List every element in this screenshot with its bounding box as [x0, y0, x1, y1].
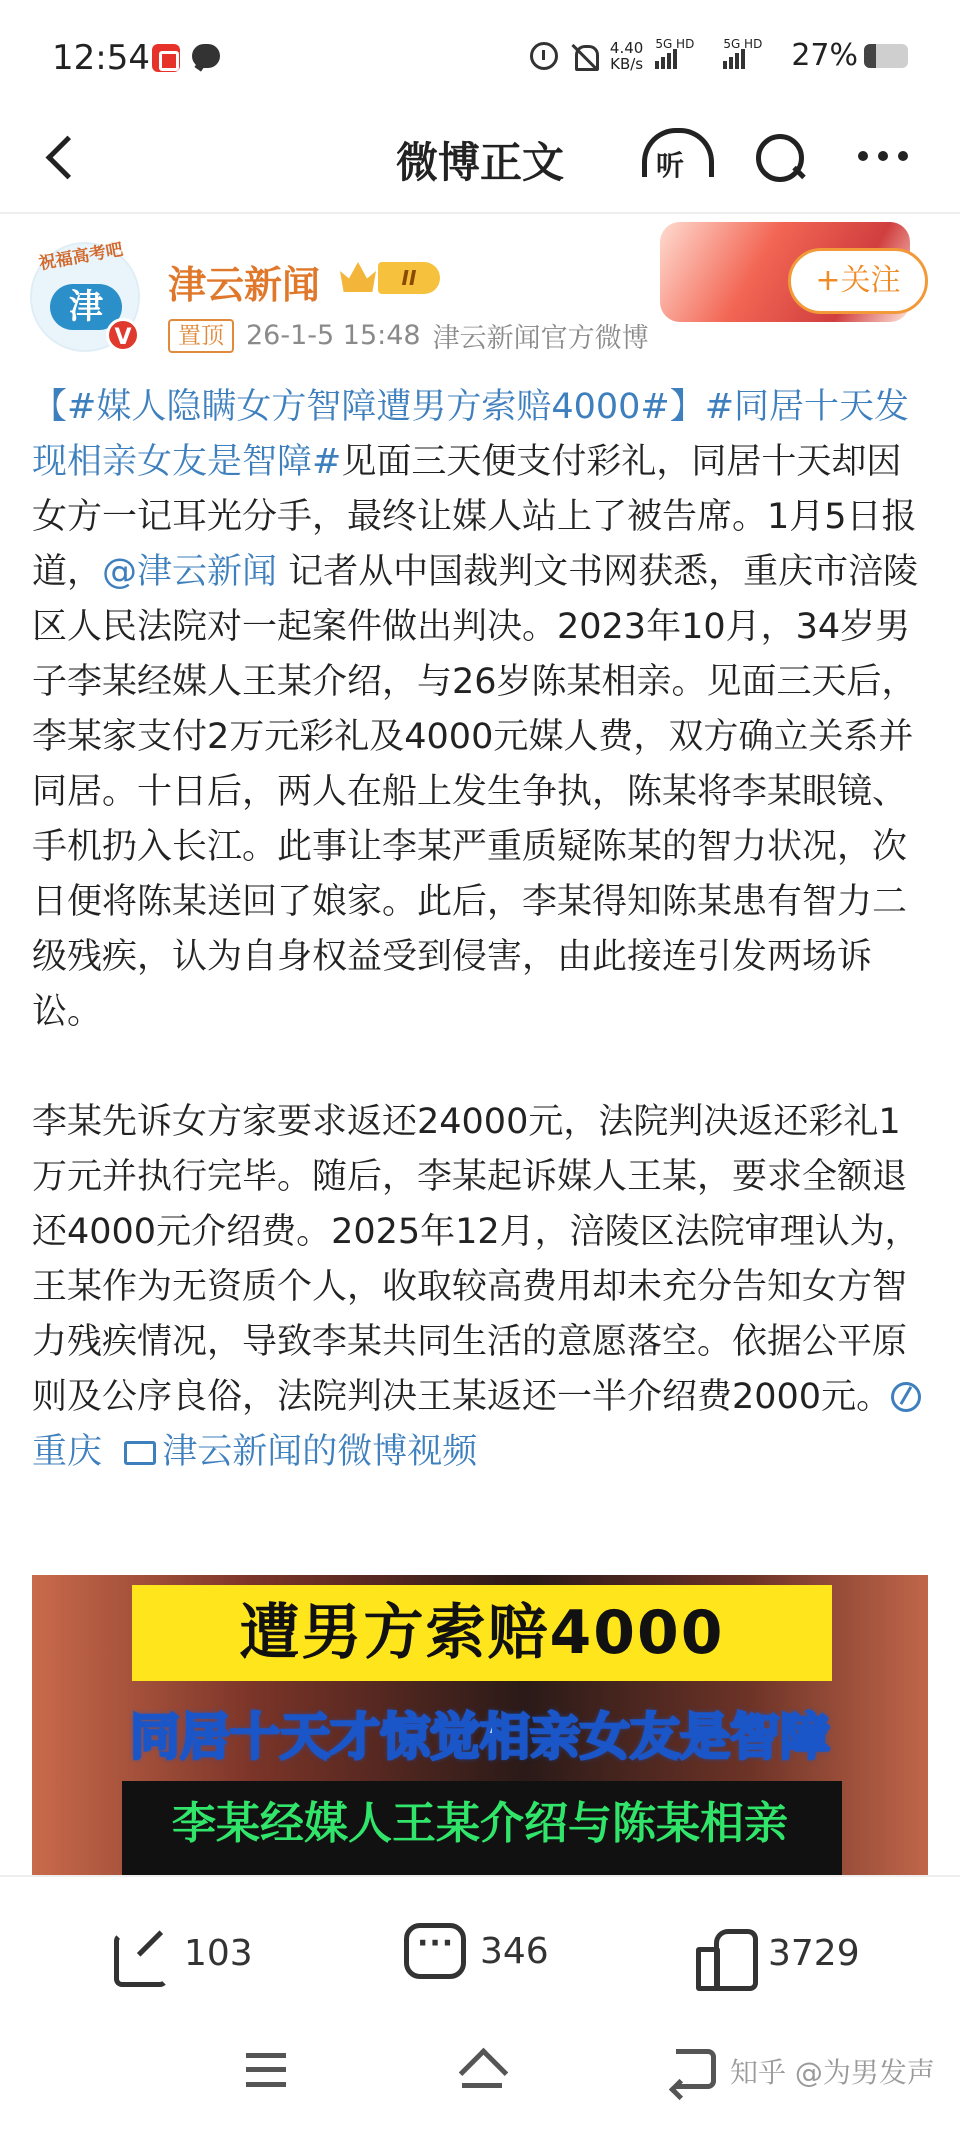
network-speed-value: 4.40 [609, 38, 644, 57]
chat-icon [192, 44, 220, 68]
video-link-label: 津云新闻的微博视频 [162, 1432, 478, 1472]
avatar[interactable] [30, 239, 140, 352]
hashtag-link[interactable]: 【#媒人隐瞒女方智障遭男方索赔4000#】 [32, 387, 705, 427]
post-source: 津云新闻官方微博 [432, 323, 649, 354]
post-date: 26-1-5 15:48 [246, 320, 421, 351]
page-title: 微博正文 [395, 138, 564, 187]
battery-fill [864, 44, 876, 68]
share-count: 103 [184, 1932, 253, 1974]
avatar-logo: 津 [50, 284, 122, 330]
like-button[interactable] [694, 1923, 860, 1983]
more-icon[interactable] [858, 136, 908, 176]
action-bar [0, 1875, 960, 2015]
mute-icon [570, 42, 598, 70]
comment-button[interactable] [404, 1923, 549, 1979]
listen-icon[interactable] [640, 128, 712, 184]
verified-icon: V [106, 318, 140, 352]
post-body [32, 380, 928, 1480]
search-icon[interactable] [752, 130, 808, 186]
header-divider [0, 212, 960, 214]
pinned-badge: 置顶 [168, 319, 234, 353]
app-notification-icon [152, 44, 180, 72]
video-caption-1: 遭男方索赔4000 [132, 1585, 832, 1681]
thumbs-up-icon [694, 1923, 754, 1983]
signal-label-1: 5G HD [655, 36, 695, 51]
alarm-icon [530, 42, 558, 70]
level-badge[interactable]: II [378, 262, 440, 294]
watermark: 知乎 @为男发声 [730, 2056, 935, 2089]
battery-indicator [791, 38, 908, 73]
share-button[interactable] [110, 1923, 253, 1983]
status-time: 12:54 [52, 38, 150, 78]
comment-icon [404, 1923, 466, 1979]
post-paragraph [32, 1095, 928, 1480]
network-speed-unit: KB/s [610, 54, 644, 73]
listen-label: 听 [656, 149, 685, 182]
video-caption-2: 同居十天才惊觉相亲女友是智障 [130, 1708, 830, 1766]
status-right-group [530, 38, 908, 73]
video-icon [124, 1441, 156, 1465]
paragraph-text: 见面三天便支付彩礼，同居十天却因女方一记耳光分手，最终让媒人站上了被告席。1月5日报道， [32, 442, 917, 592]
status-bar [0, 0, 960, 110]
video-caption-3: 李某经媒人王某介绍与陈某相亲 [172, 1798, 788, 1849]
system-nav-bar [0, 2015, 960, 2133]
battery-icon [864, 44, 908, 68]
nav-back-icon[interactable] [676, 2049, 716, 2089]
share-icon [110, 1923, 170, 1983]
video-thumbnail[interactable] [32, 1575, 928, 1875]
like-count: 3729 [768, 1932, 860, 1974]
page-header [0, 110, 960, 210]
home-icon[interactable] [458, 2049, 504, 2089]
network-speed [610, 40, 643, 72]
video-link[interactable] [124, 1432, 477, 1472]
paragraph-text: 记者从中国裁判文书网获悉，重庆市涪陵区人民法院对一起案件做出判决。2023年10月，34岁男子李某经媒人王某介绍，与26岁陈某相亲。见面三天后，李某家支付2万元彩礼及4000元媒人费，双方确立关系并同居。十日后，两人在船上发生争执，陈某将李某眼镜、手机扔入长江。此事让李某严重质疑陈某的智力状况，次日便将陈某送回了娘家。此后，李某得知陈某患有智力二级残疾，认为自身权益受到侵害，由此接连引发两场诉讼。 [32, 552, 919, 1032]
post-meta [168, 316, 649, 355]
signal-label-2: 5G HD [723, 36, 763, 51]
battery-percent: 27% [791, 38, 858, 73]
mention-link[interactable]: @津云新闻 [102, 552, 278, 592]
location-icon [891, 1382, 921, 1412]
location-label: 重庆 [32, 1432, 103, 1472]
crown-icon [340, 262, 376, 292]
follow-button[interactable]: +关注 [788, 248, 928, 314]
hashtag-link[interactable]: #同居十天发现相亲女友是智障# [32, 387, 910, 482]
recent-apps-icon[interactable] [246, 2053, 286, 2087]
paragraph-text: 李某先诉女方家要求返还24000元，法院判决返还彩礼1万元并执行完毕。随后，李某起诉媒人王某，要求全额退还4000元介绍费。2025年12月，涪陵区法院审理认为，王某作为无资质个人，收取较高费用却未充分告知女方智力残疾情况，导致李某共同生活的意愿落空。依据公平原则及公序良俗，法院判决王某返还一半介绍费2000元。 [32, 1102, 920, 1417]
signal-icon [655, 36, 711, 69]
avatar-badge-text: 祝福高考吧 [37, 239, 125, 275]
comment-count: 346 [480, 1930, 549, 1972]
post-paragraph [32, 380, 928, 1040]
author-name[interactable]: 津云新闻 [168, 263, 321, 307]
signal-icon [723, 36, 779, 69]
